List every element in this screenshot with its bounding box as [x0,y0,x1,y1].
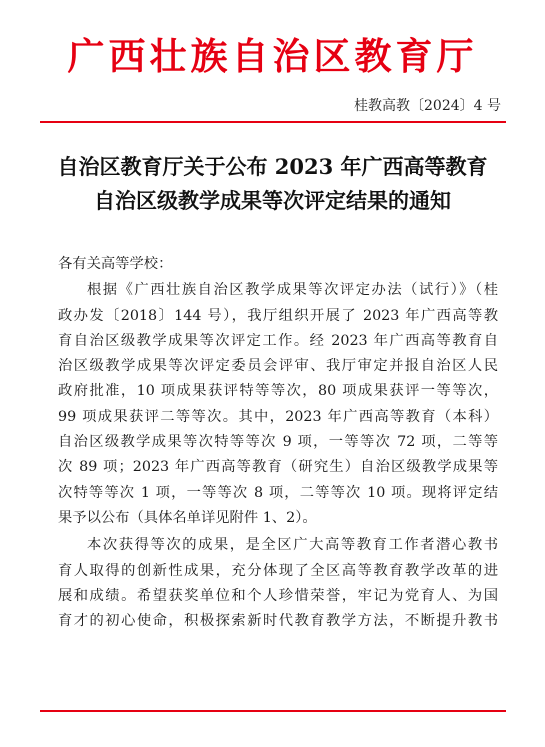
paragraph-1-line: 果予以公布（具体名单详见附件 1、2）。 [58,509,317,526]
notice-title [0,150,545,218]
paragraph-2-line: 育人取得的创新性成果，充分体现了全区高等教育教学改革的进 [58,562,498,579]
notice-title-line-1: 自治区教育厅关于公布 2023 年广西高等教育 [57,154,488,179]
paragraph-2-line: 育才的初心使命，积极探索新时代教育教学方法，不断提升教书 [58,613,498,630]
document-number: 桂教高教〔2024〕4 号 [354,98,501,114]
paragraph-2-line: 本次获得等次的成果，是全区广大高等教育工作者潜心教书 [87,537,498,554]
footer-red-divider [40,710,506,712]
issuing-authority-title: 广西壮族自治区教育厅 [67,34,478,78]
salutation: 各有关高等学校： [58,256,173,272]
paragraph-1-line: 政府批准，10 项成果获评特等等次，80 项成果获评一等等次， [58,383,498,400]
notice-title-line-2: 自治区级教学成果等次评定结果的通知 [94,188,451,213]
notice-body [58,252,498,634]
paragraph-2 [58,533,498,634]
paragraph-1-line: 治区级教学成果等次评定委员会评审、我厅审定并报自治区人民 [58,358,498,375]
paragraph-1-line: 政办发〔2018〕144 号），我厅组织开展了 2023 年广西高等教 [58,307,498,324]
paragraph-1-line: 99 项成果获评二等等次。其中，2023 年广西高等教育（本科） [58,408,498,425]
header-red-divider [40,121,506,123]
paragraph-1-line: 次特等等次 1 项，一等等次 8 项，二等等次 10 项。现将评定结 [58,484,498,501]
paragraph-1-line: 根据《广西壮族自治区教学成果等次评定办法（试行）》（桂 [87,282,498,299]
paragraph-1-line: 育自治区级教学成果等次评定工作。经 2023 年广西高等教育自 [58,332,498,349]
paragraph-1-line: 自治区级教学成果等次特等等次 9 项，一等等次 72 项，二等等 [58,434,498,451]
paragraph-2-line: 展和成绩。希望获奖单位和个人珍惜荣誉，牢记为党育人、为国 [58,587,498,604]
paragraph-1 [58,278,498,531]
paragraph-1-line: 次 89 项；2023 年广西高等教育（研究生）自治区级教学成果等 [58,459,498,476]
